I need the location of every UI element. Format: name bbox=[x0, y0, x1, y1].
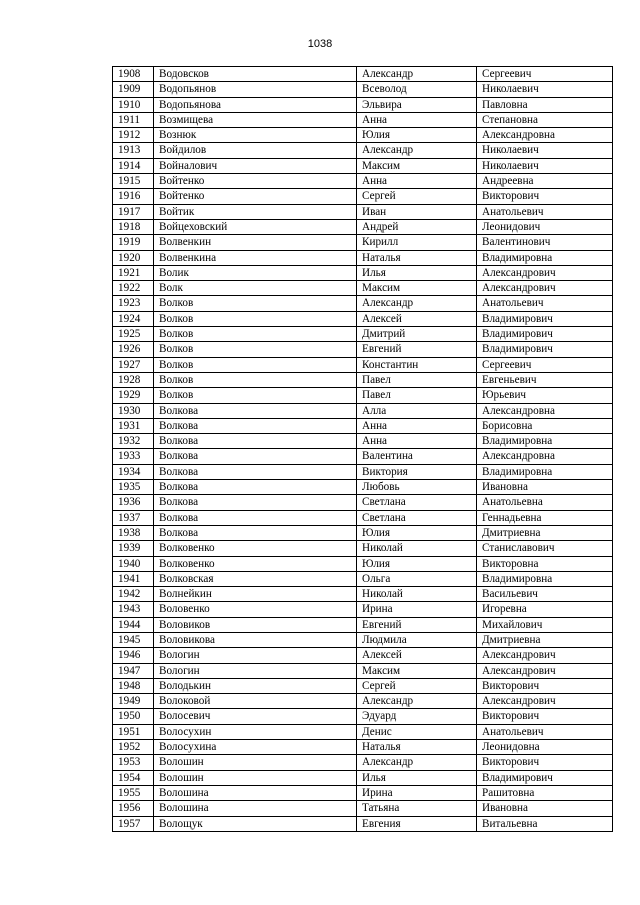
row-number-cell: 1936 bbox=[113, 495, 154, 510]
first-name-cell: Александр bbox=[357, 694, 477, 709]
first-name-cell: Юлия bbox=[357, 556, 477, 571]
first-name-cell: Анна bbox=[357, 174, 477, 189]
last-name-cell: Волкова bbox=[154, 495, 357, 510]
last-name-cell: Волосухина bbox=[154, 740, 357, 755]
row-number-cell: 1911 bbox=[113, 112, 154, 127]
patronymic-cell: Леонидович bbox=[477, 219, 613, 234]
row-number-cell: 1919 bbox=[113, 235, 154, 250]
patronymic-cell: Андреевна bbox=[477, 174, 613, 189]
row-number-cell: 1921 bbox=[113, 265, 154, 280]
patronymic-cell: Александрович bbox=[477, 648, 613, 663]
patronymic-cell: Викторовна bbox=[477, 556, 613, 571]
first-name-cell: Сергей bbox=[357, 189, 477, 204]
row-number-cell: 1940 bbox=[113, 556, 154, 571]
table-row bbox=[113, 587, 613, 602]
table-row bbox=[113, 327, 613, 342]
last-name-cell: Волосевич bbox=[154, 709, 357, 724]
table-row bbox=[113, 648, 613, 663]
table-row bbox=[113, 403, 613, 418]
last-name-cell: Волков bbox=[154, 296, 357, 311]
patronymic-cell: Александрович bbox=[477, 265, 613, 280]
row-number-cell: 1933 bbox=[113, 449, 154, 464]
row-number-cell: 1945 bbox=[113, 632, 154, 647]
patronymic-cell: Николаевич bbox=[477, 143, 613, 158]
table-row bbox=[113, 510, 613, 525]
row-number-cell: 1947 bbox=[113, 663, 154, 678]
row-number-cell: 1909 bbox=[113, 82, 154, 97]
first-name-cell: Наталья bbox=[357, 250, 477, 265]
table-row bbox=[113, 311, 613, 326]
patronymic-cell: Владимировна bbox=[477, 434, 613, 449]
patronymic-cell: Леонидовна bbox=[477, 740, 613, 755]
row-number-cell: 1915 bbox=[113, 174, 154, 189]
table-row bbox=[113, 617, 613, 632]
first-name-cell: Андрей bbox=[357, 219, 477, 234]
table-row bbox=[113, 740, 613, 755]
last-name-cell: Волошин bbox=[154, 770, 357, 785]
last-name-cell: Войтенко bbox=[154, 174, 357, 189]
table-row bbox=[113, 801, 613, 816]
patronymic-cell: Александрович bbox=[477, 281, 613, 296]
table-row bbox=[113, 250, 613, 265]
row-number-cell: 1926 bbox=[113, 342, 154, 357]
table-row bbox=[113, 235, 613, 250]
table-row bbox=[113, 219, 613, 234]
patronymic-cell: Валентинович bbox=[477, 235, 613, 250]
table-row bbox=[113, 388, 613, 403]
patronymic-cell: Александровна bbox=[477, 403, 613, 418]
names-table bbox=[112, 66, 613, 832]
patronymic-cell: Рашитовна bbox=[477, 785, 613, 800]
last-name-cell: Возмищева bbox=[154, 112, 357, 127]
first-name-cell: Алексей bbox=[357, 311, 477, 326]
patronymic-cell: Анатольевна bbox=[477, 495, 613, 510]
patronymic-cell: Владимировна bbox=[477, 464, 613, 479]
first-name-cell: Максим bbox=[357, 158, 477, 173]
patronymic-cell: Александрович bbox=[477, 663, 613, 678]
last-name-cell: Волкова bbox=[154, 464, 357, 479]
last-name-cell: Водовсков bbox=[154, 67, 357, 82]
last-name-cell: Волнейкин bbox=[154, 587, 357, 602]
row-number-cell: 1923 bbox=[113, 296, 154, 311]
table-row bbox=[113, 372, 613, 387]
last-name-cell: Волковенко bbox=[154, 541, 357, 556]
row-number-cell: 1941 bbox=[113, 571, 154, 586]
patronymic-cell: Владимировна bbox=[477, 571, 613, 586]
first-name-cell: Людмила bbox=[357, 632, 477, 647]
table-row bbox=[113, 632, 613, 647]
patronymic-cell: Викторович bbox=[477, 755, 613, 770]
first-name-cell: Юлия bbox=[357, 525, 477, 540]
last-name-cell: Волошина bbox=[154, 801, 357, 816]
last-name-cell: Волков bbox=[154, 372, 357, 387]
table-row bbox=[113, 464, 613, 479]
row-number-cell: 1920 bbox=[113, 250, 154, 265]
patronymic-cell: Геннадьевна bbox=[477, 510, 613, 525]
last-name-cell: Волкова bbox=[154, 434, 357, 449]
table-row bbox=[113, 296, 613, 311]
patronymic-cell: Юрьевич bbox=[477, 388, 613, 403]
patronymic-cell: Степановна bbox=[477, 112, 613, 127]
row-number-cell: 1908 bbox=[113, 67, 154, 82]
patronymic-cell: Павловна bbox=[477, 97, 613, 112]
last-name-cell: Волвенкин bbox=[154, 235, 357, 250]
first-name-cell: Евгения bbox=[357, 816, 477, 831]
last-name-cell: Войналович bbox=[154, 158, 357, 173]
first-name-cell: Наталья bbox=[357, 740, 477, 755]
last-name-cell: Вологин bbox=[154, 663, 357, 678]
table-row bbox=[113, 342, 613, 357]
row-number-cell: 1918 bbox=[113, 219, 154, 234]
first-name-cell: Илья bbox=[357, 770, 477, 785]
patronymic-cell: Александровна bbox=[477, 449, 613, 464]
patronymic-cell: Анатольевич bbox=[477, 724, 613, 739]
table-row bbox=[113, 418, 613, 433]
patronymic-cell: Дмитриевна bbox=[477, 525, 613, 540]
row-number-cell: 1953 bbox=[113, 755, 154, 770]
last-name-cell: Волоковой bbox=[154, 694, 357, 709]
table-row bbox=[113, 709, 613, 724]
table-row bbox=[113, 449, 613, 464]
first-name-cell: Эдуард bbox=[357, 709, 477, 724]
last-name-cell: Волвенкина bbox=[154, 250, 357, 265]
table-row bbox=[113, 357, 613, 372]
table-row bbox=[113, 556, 613, 571]
last-name-cell: Волк bbox=[154, 281, 357, 296]
first-name-cell: Ирина bbox=[357, 602, 477, 617]
row-number-cell: 1927 bbox=[113, 357, 154, 372]
table-row bbox=[113, 724, 613, 739]
patronymic-cell: Васильевич bbox=[477, 587, 613, 602]
first-name-cell: Анна bbox=[357, 418, 477, 433]
row-number-cell: 1922 bbox=[113, 281, 154, 296]
last-name-cell: Воловикова bbox=[154, 632, 357, 647]
last-name-cell: Волкова bbox=[154, 510, 357, 525]
last-name-cell: Волкова bbox=[154, 525, 357, 540]
patronymic-cell: Борисовна bbox=[477, 418, 613, 433]
row-number-cell: 1946 bbox=[113, 648, 154, 663]
first-name-cell: Ирина bbox=[357, 785, 477, 800]
first-name-cell: Николай bbox=[357, 541, 477, 556]
first-name-cell: Татьяна bbox=[357, 801, 477, 816]
first-name-cell: Иван bbox=[357, 204, 477, 219]
first-name-cell: Всеволод bbox=[357, 82, 477, 97]
table-row bbox=[113, 281, 613, 296]
row-number-cell: 1913 bbox=[113, 143, 154, 158]
first-name-cell: Александр bbox=[357, 296, 477, 311]
table-row bbox=[113, 480, 613, 495]
first-name-cell: Максим bbox=[357, 281, 477, 296]
last-name-cell: Войдилов bbox=[154, 143, 357, 158]
first-name-cell: Константин bbox=[357, 357, 477, 372]
table-row bbox=[113, 571, 613, 586]
last-name-cell: Волошина bbox=[154, 785, 357, 800]
row-number-cell: 1934 bbox=[113, 464, 154, 479]
patronymic-cell: Анатольевич bbox=[477, 296, 613, 311]
first-name-cell: Александр bbox=[357, 755, 477, 770]
patronymic-cell: Ивановна bbox=[477, 801, 613, 816]
table-row bbox=[113, 816, 613, 831]
row-number-cell: 1950 bbox=[113, 709, 154, 724]
table-row bbox=[113, 755, 613, 770]
row-number-cell: 1955 bbox=[113, 785, 154, 800]
row-number-cell: 1952 bbox=[113, 740, 154, 755]
first-name-cell: Анна bbox=[357, 434, 477, 449]
row-number-cell: 1929 bbox=[113, 388, 154, 403]
patronymic-cell: Владимирович bbox=[477, 311, 613, 326]
first-name-cell: Сергей bbox=[357, 678, 477, 693]
patronymic-cell: Николаевич bbox=[477, 158, 613, 173]
first-name-cell: Кирилл bbox=[357, 235, 477, 250]
last-name-cell: Волковенко bbox=[154, 556, 357, 571]
patronymic-cell: Евгеньевич bbox=[477, 372, 613, 387]
patronymic-cell: Анатольевич bbox=[477, 204, 613, 219]
patronymic-cell: Викторович bbox=[477, 189, 613, 204]
table-row bbox=[113, 189, 613, 204]
patronymic-cell: Николаевич bbox=[477, 82, 613, 97]
first-name-cell: Павел bbox=[357, 388, 477, 403]
first-name-cell: Алексей bbox=[357, 648, 477, 663]
first-name-cell: Алла bbox=[357, 403, 477, 418]
row-number-cell: 1916 bbox=[113, 189, 154, 204]
table-row bbox=[113, 694, 613, 709]
row-number-cell: 1948 bbox=[113, 678, 154, 693]
first-name-cell: Александр bbox=[357, 67, 477, 82]
table-row bbox=[113, 265, 613, 280]
table-row bbox=[113, 434, 613, 449]
last-name-cell: Волик bbox=[154, 265, 357, 280]
page-number: 1038 bbox=[307, 38, 333, 50]
last-name-cell: Волков bbox=[154, 327, 357, 342]
last-name-cell: Войтенко bbox=[154, 189, 357, 204]
row-number-cell: 1925 bbox=[113, 327, 154, 342]
last-name-cell: Вологин bbox=[154, 648, 357, 663]
row-number-cell: 1932 bbox=[113, 434, 154, 449]
table-row bbox=[113, 128, 613, 143]
row-number-cell: 1938 bbox=[113, 525, 154, 540]
first-name-cell: Светлана bbox=[357, 495, 477, 510]
first-name-cell: Ольга bbox=[357, 571, 477, 586]
last-name-cell: Водопьянов bbox=[154, 82, 357, 97]
first-name-cell: Денис bbox=[357, 724, 477, 739]
first-name-cell: Светлана bbox=[357, 510, 477, 525]
table-row bbox=[113, 770, 613, 785]
last-name-cell: Волкова bbox=[154, 480, 357, 495]
first-name-cell: Анна bbox=[357, 112, 477, 127]
first-name-cell: Евгений bbox=[357, 617, 477, 632]
row-number-cell: 1956 bbox=[113, 801, 154, 816]
first-name-cell: Любовь bbox=[357, 480, 477, 495]
row-number-cell: 1951 bbox=[113, 724, 154, 739]
row-number-cell: 1944 bbox=[113, 617, 154, 632]
row-number-cell: 1910 bbox=[113, 97, 154, 112]
patronymic-cell: Игоревна bbox=[477, 602, 613, 617]
table-row bbox=[113, 495, 613, 510]
row-number-cell: 1957 bbox=[113, 816, 154, 831]
row-number-cell: 1935 bbox=[113, 480, 154, 495]
last-name-cell: Войтик bbox=[154, 204, 357, 219]
first-name-cell: Валентина bbox=[357, 449, 477, 464]
table-row bbox=[113, 602, 613, 617]
table-row bbox=[113, 663, 613, 678]
first-name-cell: Эльвира bbox=[357, 97, 477, 112]
patronymic-cell: Викторович bbox=[477, 678, 613, 693]
table-row bbox=[113, 785, 613, 800]
table-row bbox=[113, 67, 613, 82]
first-name-cell: Александр bbox=[357, 143, 477, 158]
table-row bbox=[113, 82, 613, 97]
last-name-cell: Волкова bbox=[154, 418, 357, 433]
first-name-cell: Виктория bbox=[357, 464, 477, 479]
patronymic-cell: Владимирович bbox=[477, 327, 613, 342]
row-number-cell: 1912 bbox=[113, 128, 154, 143]
first-name-cell: Николай bbox=[357, 587, 477, 602]
last-name-cell: Воловиков bbox=[154, 617, 357, 632]
patronymic-cell: Ивановна bbox=[477, 480, 613, 495]
table-row bbox=[113, 143, 613, 158]
patronymic-cell: Сергеевич bbox=[477, 67, 613, 82]
first-name-cell: Илья bbox=[357, 265, 477, 280]
patronymic-cell: Викторович bbox=[477, 709, 613, 724]
row-number-cell: 1917 bbox=[113, 204, 154, 219]
first-name-cell: Дмитрий bbox=[357, 327, 477, 342]
row-number-cell: 1954 bbox=[113, 770, 154, 785]
row-number-cell: 1942 bbox=[113, 587, 154, 602]
last-name-cell: Волкова bbox=[154, 449, 357, 464]
row-number-cell: 1949 bbox=[113, 694, 154, 709]
patronymic-cell: Александровна bbox=[477, 128, 613, 143]
first-name-cell: Павел bbox=[357, 372, 477, 387]
last-name-cell: Вознюк bbox=[154, 128, 357, 143]
last-name-cell: Волосухин bbox=[154, 724, 357, 739]
row-number-cell: 1939 bbox=[113, 541, 154, 556]
last-name-cell: Волковская bbox=[154, 571, 357, 586]
first-name-cell: Максим bbox=[357, 663, 477, 678]
table-row bbox=[113, 541, 613, 556]
table-row bbox=[113, 97, 613, 112]
patronymic-cell: Владимирович bbox=[477, 342, 613, 357]
patronymic-cell: Михайлович bbox=[477, 617, 613, 632]
patronymic-cell: Станиславович bbox=[477, 541, 613, 556]
patronymic-cell: Владимирович bbox=[477, 770, 613, 785]
last-name-cell: Воловенко bbox=[154, 602, 357, 617]
table-row bbox=[113, 174, 613, 189]
row-number-cell: 1931 bbox=[113, 418, 154, 433]
last-name-cell: Волков bbox=[154, 342, 357, 357]
last-name-cell: Войцеховский bbox=[154, 219, 357, 234]
last-name-cell: Волков bbox=[154, 311, 357, 326]
table-row bbox=[113, 158, 613, 173]
table-row bbox=[113, 678, 613, 693]
last-name-cell: Волков bbox=[154, 388, 357, 403]
row-number-cell: 1928 bbox=[113, 372, 154, 387]
table-row bbox=[113, 204, 613, 219]
patronymic-cell: Дмитриевна bbox=[477, 632, 613, 647]
last-name-cell: Волков bbox=[154, 357, 357, 372]
first-name-cell: Юлия bbox=[357, 128, 477, 143]
last-name-cell: Володькин bbox=[154, 678, 357, 693]
last-name-cell: Волкова bbox=[154, 403, 357, 418]
patronymic-cell: Сергеевич bbox=[477, 357, 613, 372]
patronymic-cell: Владимировна bbox=[477, 250, 613, 265]
last-name-cell: Волощук bbox=[154, 816, 357, 831]
patronymic-cell: Витальевна bbox=[477, 816, 613, 831]
first-name-cell: Евгений bbox=[357, 342, 477, 357]
patronymic-cell: Александрович bbox=[477, 694, 613, 709]
row-number-cell: 1914 bbox=[113, 158, 154, 173]
row-number-cell: 1943 bbox=[113, 602, 154, 617]
row-number-cell: 1937 bbox=[113, 510, 154, 525]
names-table-body bbox=[113, 67, 613, 832]
table-row bbox=[113, 112, 613, 127]
row-number-cell: 1924 bbox=[113, 311, 154, 326]
row-number-cell: 1930 bbox=[113, 403, 154, 418]
table-row bbox=[113, 525, 613, 540]
last-name-cell: Водопьянова bbox=[154, 97, 357, 112]
last-name-cell: Волошин bbox=[154, 755, 357, 770]
